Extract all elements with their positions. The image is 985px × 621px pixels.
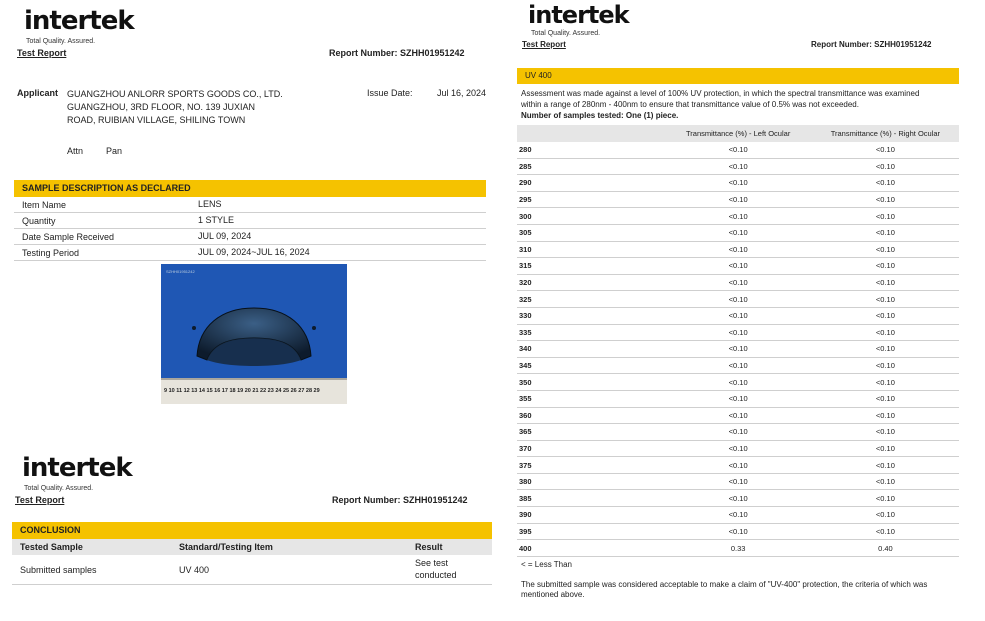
right-ocular-cell: <0.10 xyxy=(812,374,959,391)
table-row xyxy=(517,224,959,241)
left-ocular-cell: <0.10 xyxy=(665,457,812,474)
table-row xyxy=(517,175,959,192)
left-ocular-cell: <0.10 xyxy=(665,507,812,524)
left-ocular-cell: <0.10 xyxy=(665,357,812,374)
table-row xyxy=(517,390,959,407)
table-row xyxy=(517,457,959,474)
table-row xyxy=(517,324,959,341)
wavelength-cell: 340 xyxy=(517,341,665,358)
wavelength-cell: 315 xyxy=(517,258,665,275)
wavelength-cell: 330 xyxy=(517,307,665,324)
sample-row xyxy=(14,213,486,229)
wavelength-cell: 305 xyxy=(517,224,665,241)
table-row xyxy=(517,490,959,507)
testing-item: UV 400 xyxy=(179,565,210,575)
wavelength-cell: 360 xyxy=(517,407,665,424)
photo-label: SZHH01951242 xyxy=(166,269,195,274)
wavelength-cell: 385 xyxy=(517,490,665,507)
wavelength-cell: 370 xyxy=(517,440,665,457)
right-ocular-cell: 0.40 xyxy=(812,540,959,557)
sample-row-value: 1 STYLE xyxy=(198,215,235,225)
intertek-logo: intertek xyxy=(528,1,629,29)
test-report-title: Test Report xyxy=(522,40,566,49)
transmittance-header-row xyxy=(517,125,959,142)
wavelength-cell: 400 xyxy=(517,540,665,557)
table-row xyxy=(517,258,959,275)
left-ocular-cell: <0.10 xyxy=(665,224,812,241)
right-ocular-cell: <0.10 xyxy=(812,274,959,291)
table-row xyxy=(517,424,959,441)
right-ocular-cell: <0.10 xyxy=(812,523,959,540)
sample-photo xyxy=(161,264,347,404)
column-header: Tested Sample xyxy=(20,542,83,552)
right-ocular-cell: <0.10 xyxy=(812,208,959,225)
left-ocular-cell: <0.10 xyxy=(665,407,812,424)
right-ocular-cell: <0.10 xyxy=(812,241,959,258)
right-ocular-cell: <0.10 xyxy=(812,158,959,175)
wavelength-cell: 325 xyxy=(517,291,665,308)
left-ocular-cell: <0.10 xyxy=(665,175,812,192)
left-ocular-cell: <0.10 xyxy=(665,158,812,175)
table-row xyxy=(517,307,959,324)
left-ocular-cell: <0.10 xyxy=(665,473,812,490)
right-ocular-cell: <0.10 xyxy=(812,291,959,308)
wavelength-cell: 365 xyxy=(517,424,665,441)
right-ocular-cell: <0.10 xyxy=(812,307,959,324)
left-ocular-cell: 0.33 xyxy=(665,540,812,557)
right-ocular-cell: <0.10 xyxy=(812,490,959,507)
conclusion-column-header xyxy=(12,539,492,555)
wavelength-cell: 310 xyxy=(517,241,665,258)
uv400-conclusion-text: The submitted sample was considered acceptable to make a claim of "UV-400" protection, the criteria of which was xyxy=(521,580,928,589)
wavelength-cell: 375 xyxy=(517,457,665,474)
right-ocular-cell: <0.10 xyxy=(812,473,959,490)
wavelength-cell: 345 xyxy=(517,357,665,374)
wavelength-cell: 395 xyxy=(517,523,665,540)
sample-row-label: Quantity xyxy=(22,216,56,226)
right-ocular-cell: <0.10 xyxy=(812,258,959,275)
report-number: Report Number: SZHH01951242 xyxy=(329,48,465,58)
sample-row-value: JUL 09, 2024 xyxy=(198,231,252,241)
right-ocular-cell: <0.10 xyxy=(812,224,959,241)
table-row xyxy=(517,291,959,308)
table-row xyxy=(517,507,959,524)
table-row xyxy=(517,241,959,258)
uv400-description: within a range of 280nm - 400nm to ensure that transmittance value of 0.5% was not exceeded. xyxy=(521,100,859,109)
right-ocular-cell: <0.10 xyxy=(812,142,959,158)
sample-row-value: JUL 09, 2024~JUL 16, 2024 xyxy=(198,247,310,257)
right-ocular-cell: <0.10 xyxy=(812,457,959,474)
tagline: Total Quality. Assured. xyxy=(24,485,94,492)
wavelength-cell: 355 xyxy=(517,390,665,407)
table-row xyxy=(517,374,959,391)
left-ocular-cell: <0.10 xyxy=(665,374,812,391)
sample-description-table xyxy=(14,197,486,261)
right-ocular-cell: <0.10 xyxy=(812,324,959,341)
issue-date-label: Issue Date: xyxy=(367,88,413,98)
table-row xyxy=(517,523,959,540)
left-ocular-cell: <0.10 xyxy=(665,440,812,457)
right-ocular-cell: <0.10 xyxy=(812,407,959,424)
left-ocular-cell: <0.10 xyxy=(665,424,812,441)
column-header: Result xyxy=(415,542,443,552)
table-row xyxy=(517,208,959,225)
wavelength-cell: 350 xyxy=(517,374,665,391)
table-row xyxy=(517,191,959,208)
left-ocular-cell: <0.10 xyxy=(665,291,812,308)
applicant-line: GUANGZHOU, 3RD FLOOR, NO. 139 JUXIAN xyxy=(67,102,256,112)
table-row xyxy=(517,473,959,490)
sample-row-label: Testing Period xyxy=(22,248,80,258)
right-ocular-cell: <0.10 xyxy=(812,507,959,524)
tagline: Total Quality. Assured. xyxy=(26,38,96,45)
applicant-label: Applicant xyxy=(17,88,59,98)
right-ocular-cell: <0.10 xyxy=(812,424,959,441)
sample-description-header: SAMPLE DESCRIPTION AS DECLARED xyxy=(14,180,486,197)
table-row xyxy=(517,540,959,557)
table-row xyxy=(517,274,959,291)
wavelength-cell: 380 xyxy=(517,473,665,490)
attn-label: Attn xyxy=(67,146,84,156)
right-ocular-cell: <0.10 xyxy=(812,440,959,457)
left-ocular-cell: <0.10 xyxy=(665,258,812,275)
uv400-header: UV 400 xyxy=(517,68,959,84)
wavelength-cell: 300 xyxy=(517,208,665,225)
table-row xyxy=(517,407,959,424)
wavelength-cell: 335 xyxy=(517,324,665,341)
column-header xyxy=(517,125,665,142)
test-report-title: Test Report xyxy=(17,48,67,58)
conclusion-header: CONCLUSION xyxy=(12,522,492,539)
uv400-conclusion-text: mentioned above. xyxy=(521,590,585,599)
left-ocular-cell: <0.10 xyxy=(665,523,812,540)
right-ocular-cell: <0.10 xyxy=(812,191,959,208)
uv400-description: Assessment was made against a level of 100% UV protection, in which the spectral transmittance was examined xyxy=(521,89,920,98)
lens-image xyxy=(161,264,347,404)
applicant-line: ROAD, RUIBIAN VILLAGE, SHILING TOWN xyxy=(67,115,246,125)
issue-date: Jul 16, 2024 xyxy=(437,88,487,98)
wavelength-cell: 390 xyxy=(517,507,665,524)
conclusion-row xyxy=(12,555,492,585)
applicant-line: GUANGZHOU ANLORR SPORTS GOODS CO., LTD. xyxy=(67,89,283,99)
column-header: Transmittance (%) - Right Ocular xyxy=(812,125,959,142)
tested-sample: Submitted samples xyxy=(20,565,97,575)
left-ocular-cell: <0.10 xyxy=(665,307,812,324)
attn-value: Pan xyxy=(106,146,123,156)
left-ocular-cell: <0.10 xyxy=(665,142,812,158)
table-row xyxy=(517,341,959,358)
result-line: conducted xyxy=(415,570,457,580)
left-ocular-cell: <0.10 xyxy=(665,324,812,341)
table-row xyxy=(517,357,959,374)
transmittance-table xyxy=(517,125,959,557)
sample-row-value: LENS xyxy=(198,199,222,209)
right-ocular-cell: <0.10 xyxy=(812,341,959,358)
table-row xyxy=(517,440,959,457)
column-header: Transmittance (%) - Left Ocular xyxy=(665,125,812,142)
sample-row-label: Item Name xyxy=(22,200,67,210)
report-number: Report Number: SZHH01951242 xyxy=(811,40,932,49)
right-ocular-cell: <0.10 xyxy=(812,357,959,374)
table-row xyxy=(517,142,959,158)
table-row xyxy=(517,158,959,175)
sample-row xyxy=(14,229,486,245)
wavelength-cell: 320 xyxy=(517,274,665,291)
left-ocular-cell: <0.10 xyxy=(665,390,812,407)
left-ocular-cell: <0.10 xyxy=(665,341,812,358)
left-ocular-cell: <0.10 xyxy=(665,208,812,225)
test-report-title: Test Report xyxy=(15,495,65,505)
samples-tested: Number of samples tested: One (1) piece. xyxy=(521,111,679,120)
right-ocular-cell: <0.10 xyxy=(812,175,959,192)
left-ocular-cell: <0.10 xyxy=(665,274,812,291)
tagline: Total Quality. Assured. xyxy=(531,30,601,37)
sample-row-label: Date Sample Received xyxy=(22,232,115,242)
wavelength-cell: 285 xyxy=(517,158,665,175)
right-ocular-cell: <0.10 xyxy=(812,390,959,407)
ruler-scale: 9 10 11 12 13 14 15 16 17 18 19 20 21 22 23 24 25 26 27 28 29 xyxy=(164,388,320,394)
left-ocular-cell: <0.10 xyxy=(665,241,812,258)
sample-row xyxy=(14,245,486,261)
left-ocular-cell: <0.10 xyxy=(665,490,812,507)
wavelength-cell: 290 xyxy=(517,175,665,192)
left-ocular-cell: <0.10 xyxy=(665,191,812,208)
report-number: Report Number: SZHH01951242 xyxy=(332,495,468,505)
intertek-logo: intertek xyxy=(24,6,134,36)
sample-row xyxy=(14,197,486,213)
result-line: See test xyxy=(415,558,449,568)
legend-less-than: < = Less Than xyxy=(521,560,572,569)
intertek-logo: intertek xyxy=(22,453,132,483)
applicant-address xyxy=(67,88,283,127)
column-header: Standard/Testing Item xyxy=(179,542,273,552)
wavelength-cell: 295 xyxy=(517,191,665,208)
wavelength-cell: 280 xyxy=(517,142,665,158)
